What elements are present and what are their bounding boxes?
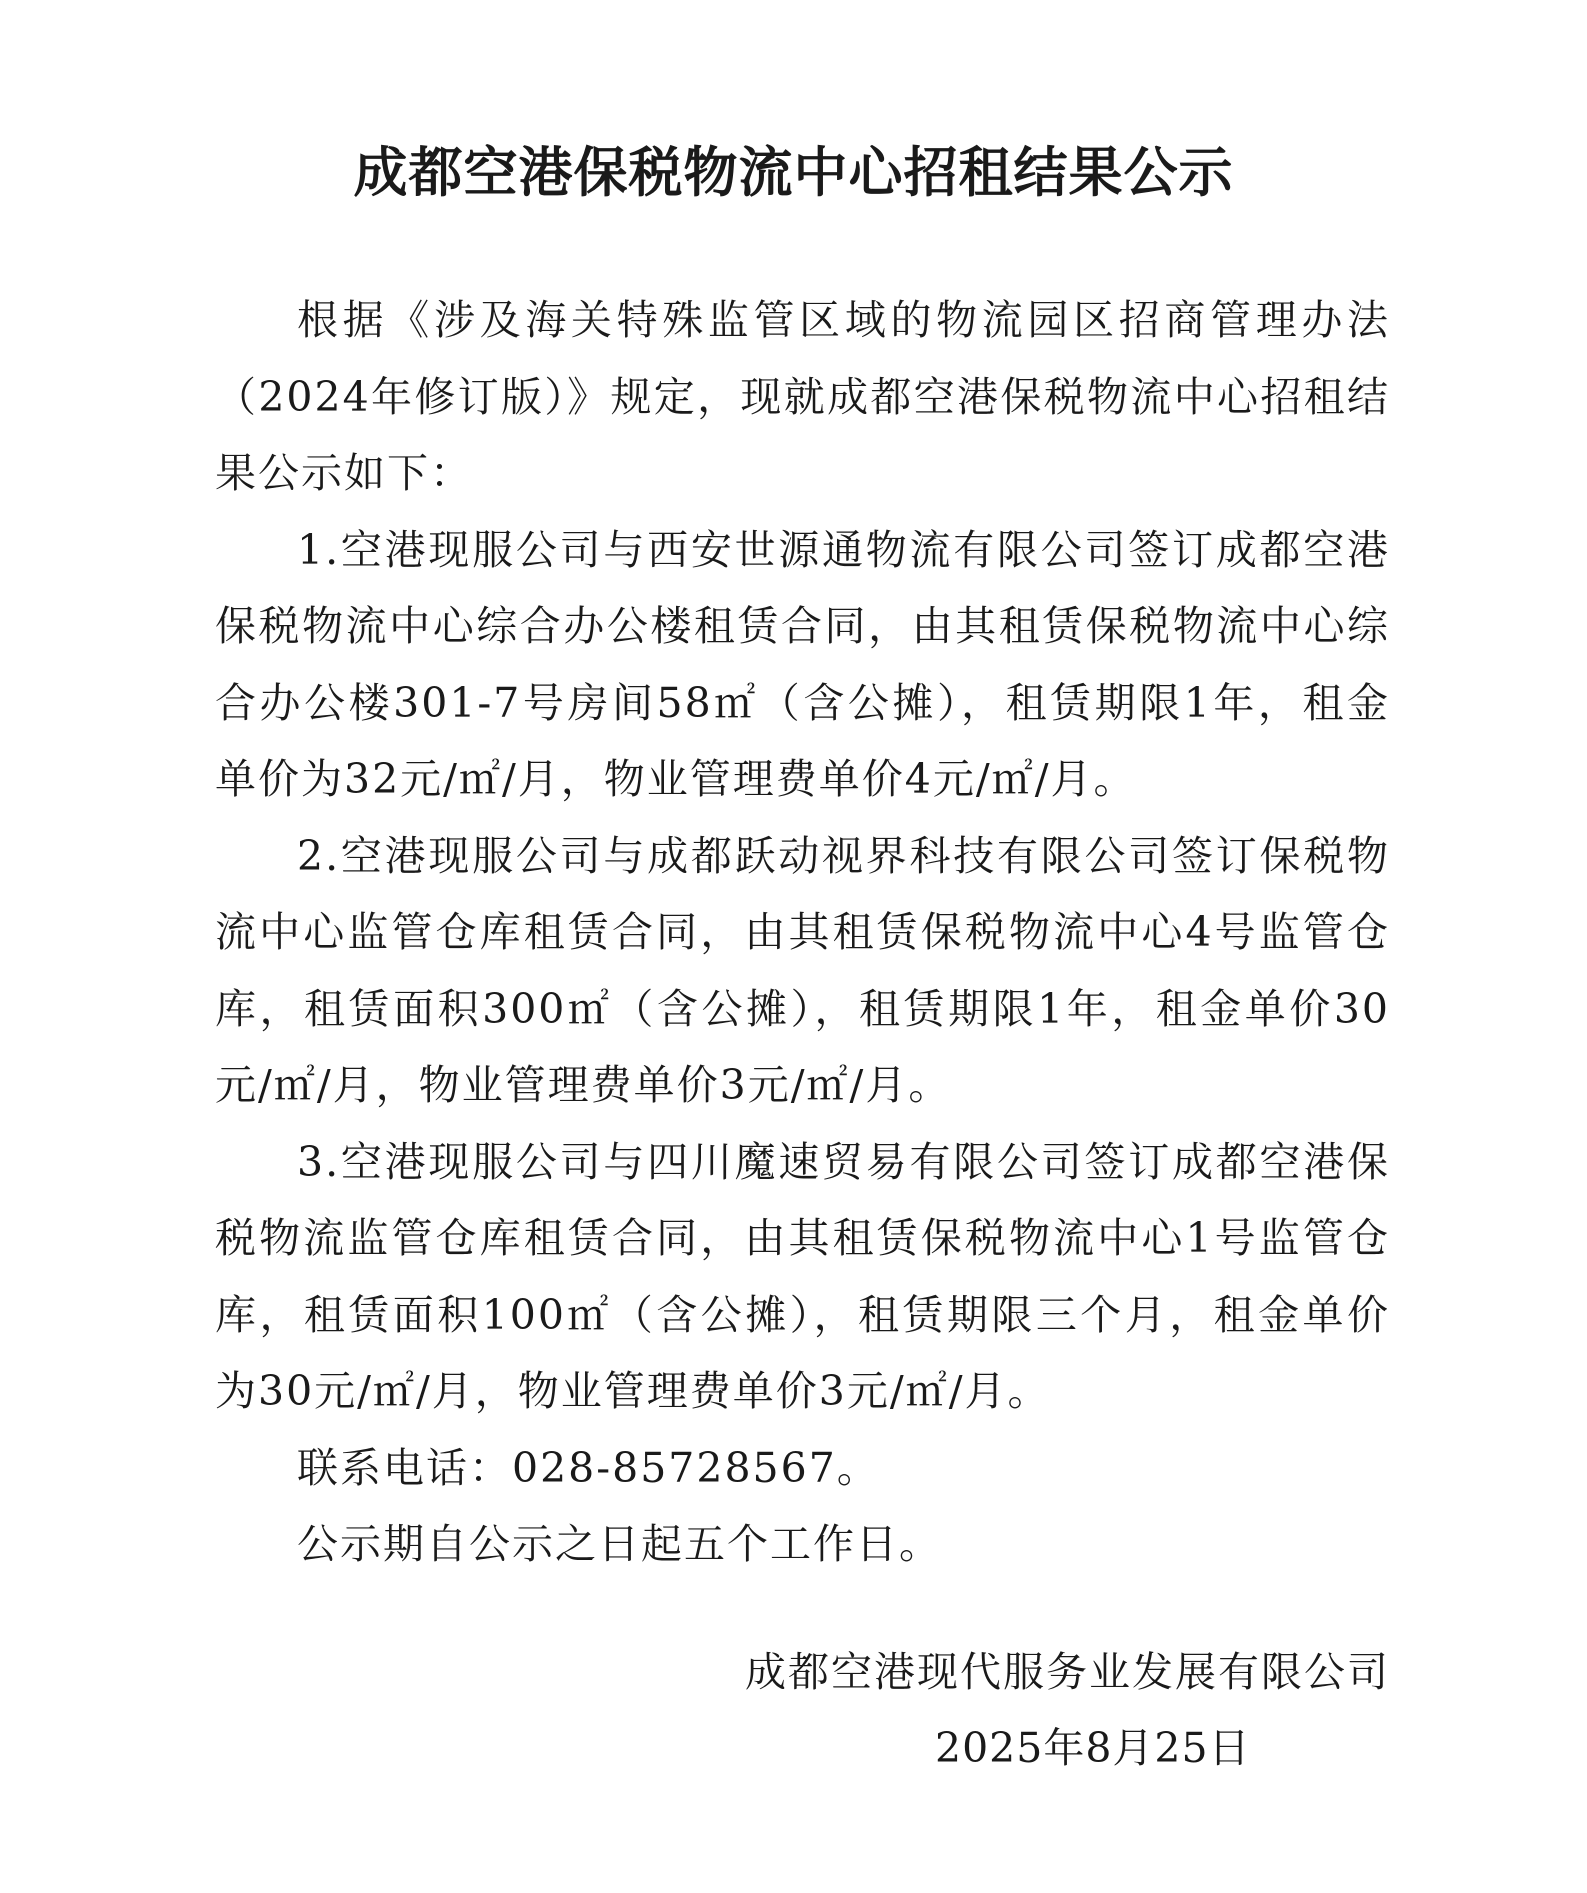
intro-paragraph: 根据《涉及海关特殊监管区域的物流园区招商管理办法（2024年修订版）》规定，现就成都空港保税物流中心招租结果公示如下： (215, 296, 1390, 497)
document-title: 成都空港保税物流中心招租结果公示 (353, 141, 1234, 204)
signature-organization: 成都空港现代服务业发展有限公司 (745, 1648, 1390, 1696)
item-paragraph-3: 3.空港现服公司与四川魔速贸易有限公司签订成都空港保税物流监管仓库租赁合同，由其租赁保税物流中心1号监管仓库，租赁面积100㎡（含公摊），租赁期限三个月，租金单价为30元/㎡/月，物业管理费单价3元/㎡/月。 (215, 1137, 1390, 1415)
item-paragraph-1: 1.空港现服公司与西安世源通物流有限公司签订成都空港保税物流中心综合办公楼租赁合同，由其租赁保税物流中心综合办公楼301-7号房间58㎡（含公摊），租赁期限1年，租金单价为32元/㎡/月，物业管理费单价4元/㎡/月。 (215, 525, 1390, 803)
signature-date: 2025年8月25日 (935, 1724, 1251, 1772)
item-paragraph-2: 2.空港现服公司与成都跃动视界科技有限公司签订保税物流中心监管仓库租赁合同，由其租赁保税物流中心4号监管仓库，租赁面积300㎡（含公摊），租赁期限1年，租金单价30元/㎡/月，物业管理费单价3元/㎡/月。 (215, 831, 1390, 1109)
period-paragraph: 公示期自公示之日起五个工作日。 (297, 1520, 942, 1568)
document-body (215, 282, 1390, 1583)
contact-paragraph: 联系电话：028-85728567。 (297, 1443, 880, 1492)
